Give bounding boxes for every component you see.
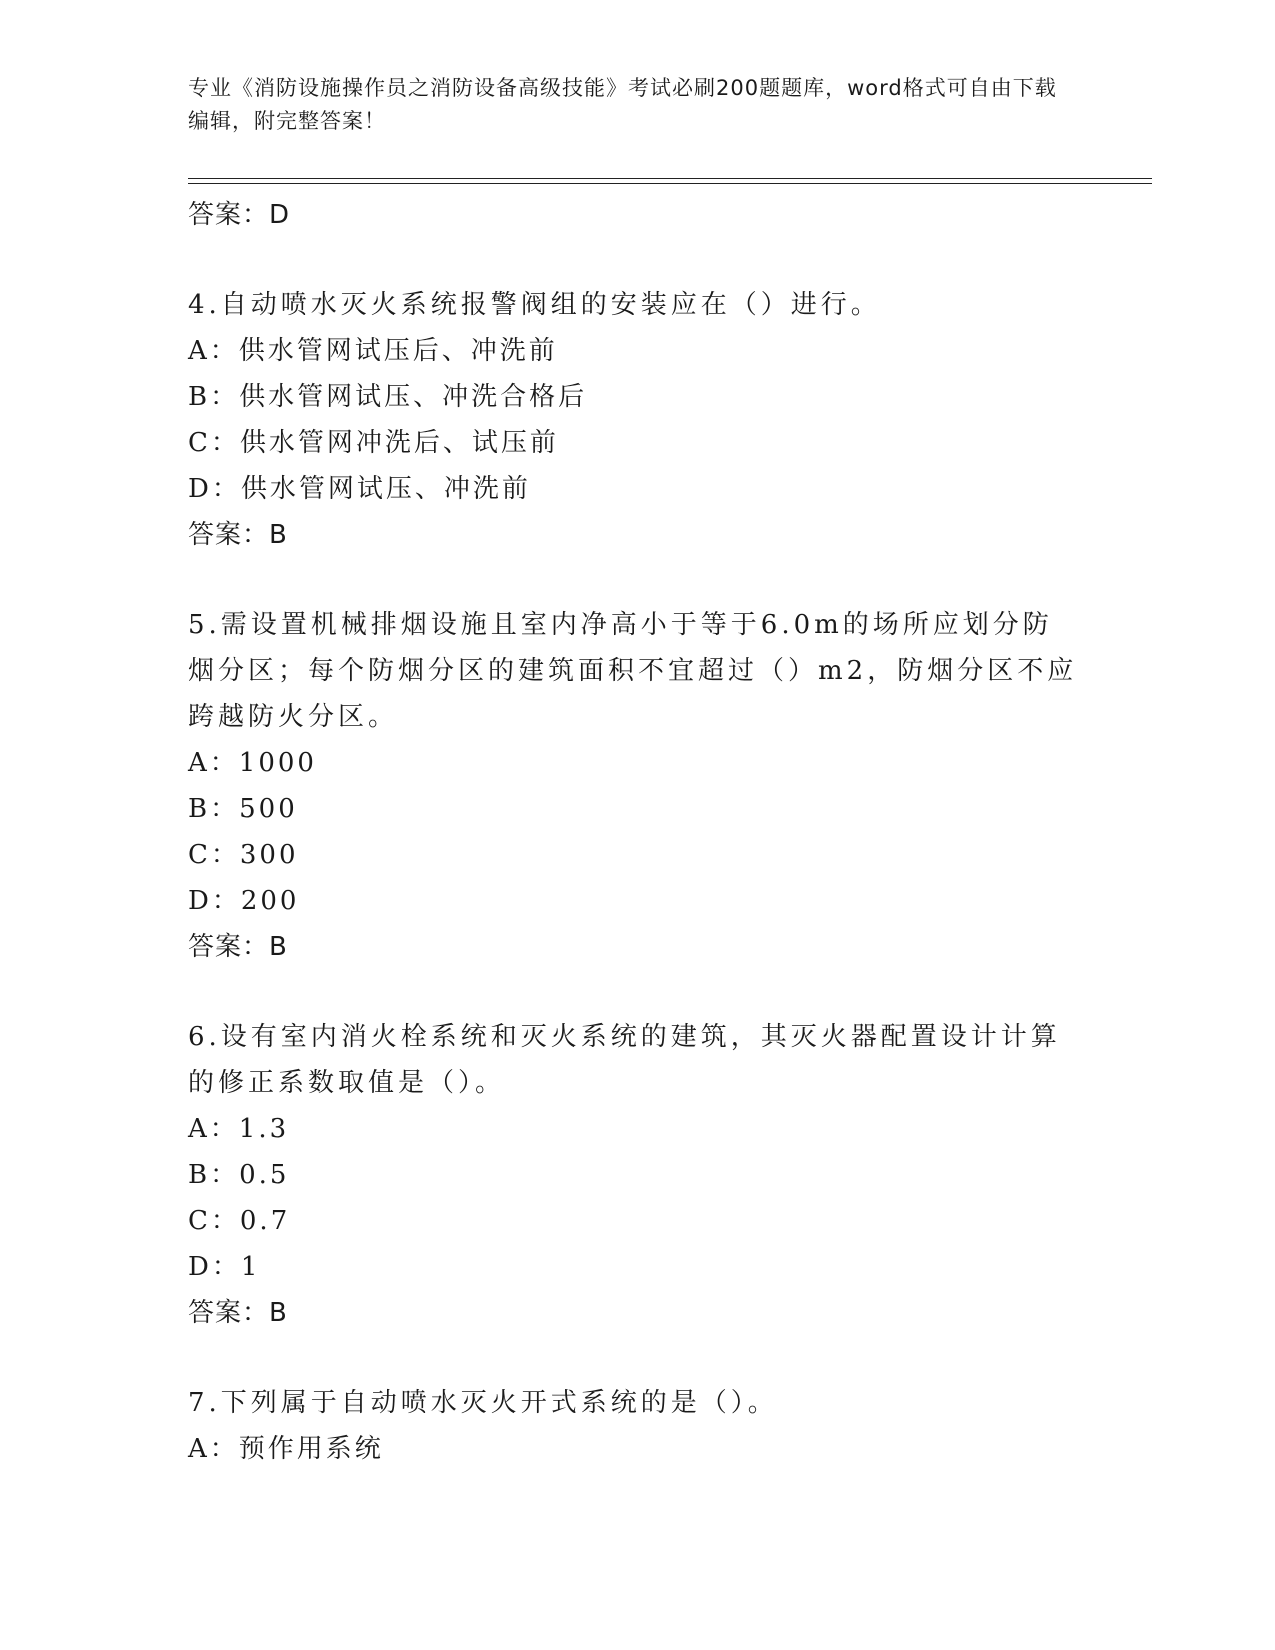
answer-q4: 答案：B [188, 520, 288, 550]
question-4: 4.自动喷水灭火系统报警阀组的安装应在（）进行。 [188, 290, 881, 320]
question-6: 6.设有室内消火栓系统和灭火系统的建筑，其灭火器配置设计计算的修正系数取值是（）。 [188, 1022, 1061, 1098]
q5-option-b: B：500 [188, 794, 298, 824]
q4-option-d: D：供水管网试压、冲洗前 [188, 474, 531, 504]
q4-option-b: B：供水管网试压、冲洗合格后 [188, 382, 588, 412]
answer-q3: 答案：D [188, 200, 291, 230]
q7-option-a: A：预作用系统 [188, 1434, 384, 1464]
q5-option-d: D：200 [188, 886, 300, 916]
q5-option-c: C：300 [188, 840, 299, 870]
q6-option-c: C：0.7 [188, 1206, 291, 1236]
q5-option-a: A：1000 [188, 748, 317, 778]
header-rule-bottom [188, 183, 1152, 184]
q4-option-a: A：供水管网试压后、冲洗前 [188, 336, 558, 366]
question-list [188, 192, 1088, 1472]
answer-q5: 答案：B [188, 932, 288, 962]
question-7: 7.下列属于自动喷水灭火开式系统的是（）。 [188, 1388, 778, 1418]
answer-q6: 答案：B [188, 1298, 288, 1328]
q6-option-d: D：1 [188, 1252, 261, 1282]
header-rule-top [188, 178, 1152, 179]
document-header: 专业《消防设施操作员之消防设备高级技能》考试必刷200题题库，word格式可自由下载编辑，附完整答案！ [188, 76, 1057, 133]
question-5: 5.需设置机械排烟设施且室内净高小于等于6.0m的场所应划分防烟分区；每个防烟分区的建筑面积不宜超过（）m2，防烟分区不应跨越防火分区。 [188, 610, 1078, 732]
q6-option-a: A：1.3 [188, 1114, 290, 1144]
q6-option-b: B：0.5 [188, 1160, 290, 1190]
q4-option-c: C：供水管网冲洗后、试压前 [188, 428, 559, 458]
